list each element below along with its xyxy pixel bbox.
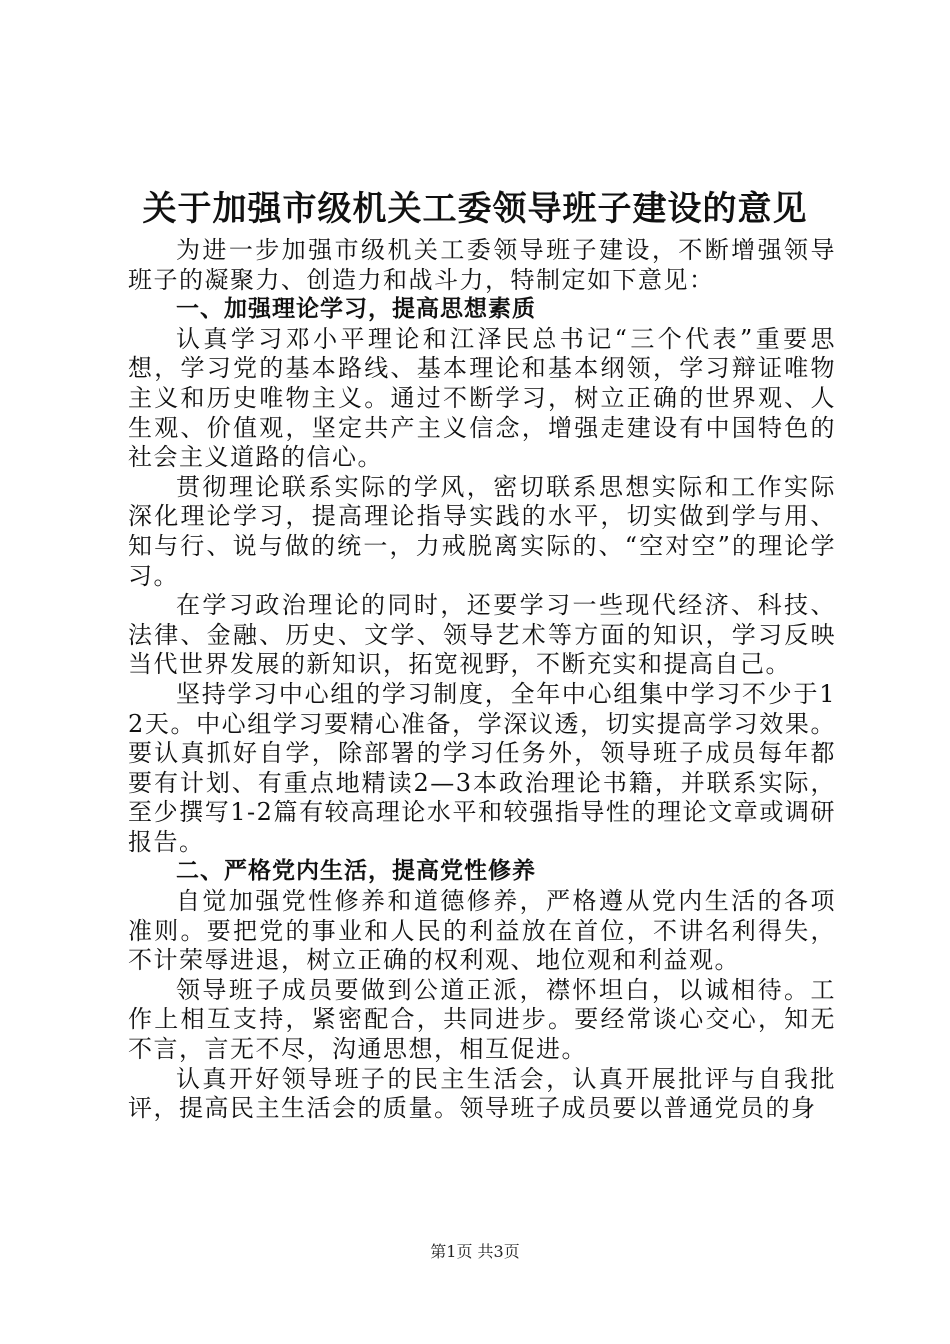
document-body [128,236,836,1124]
section-heading-1: 一、加强理论学习，提高思想素质 [176,296,536,323]
body-paragraph: 自觉加强党性修养和道德修养，严格遵从党内生活的各项准则。要把党的事业和人民的利益放在首位，不讲名利得失，不计荣辱进退，树立正确的权利观、地位观和利益观。 [128,887,836,975]
body-paragraph: 在学习政治理论的同时，还要学习一些现代经济、科技、法律、金融、历史、文学、领导艺术等方面的知识，学习反映当代世界发展的新知识，拓宽视野，不断充实和提高自己。 [128,591,836,679]
body-paragraph: 坚持学习中心组的学习制度，全年中心组集中学习不少于12天。中心组学习要精心准备，学深议透，切实提高学习效果。要认真抓好自学，除部署的学习任务外，领导班子成员每年都要有计划、有重点地精读2—3本政治理论书籍，并联系实际，至少撰写1-2篇有较高理论水平和较强指导性的理论文章或调研报告。 [128,679,836,856]
intro-paragraph: 为进一步加强市级机关工委领导班子建设，不断增强领导班子的凝聚力、创造力和战斗力，特制定如下意见： [128,236,836,294]
document-title: 关于加强市级机关工委领导班子建设的意见 [142,189,808,229]
body-paragraph: 领导班子成员要做到公道正派，襟怀坦白，以诚相待。工作上相互支持，紧密配合，共同进步。要经常谈心交心，知无不言，言无不尽，沟通思想，相互促进。 [128,975,836,1064]
body-paragraph: 贯彻理论联系实际的学风，密切联系思想实际和工作实际深化理论学习，提高理论指导实践的水平，切实做到学与用、知与行、说与做的统一，力戒脱离实际的、“空对空”的理论学习。 [128,472,836,590]
page-number-footer: 第1页 共3页 [430,1242,520,1261]
body-paragraph: 认真学习邓小平理论和江泽民总书记“三个代表”重要思想，学习党的基本路线、基本理论和基本纲领，学习辩证唯物主义和历史唯物主义。通过不断学习，树立正确的世界观、人生观、价值观，坚定共产主义信念，增强走建设有中国特色的社会主义道路的信心。 [128,324,836,472]
body-paragraph: 认真开好领导班子的民主生活会，认真开展批评与自我批评，提高民主生活会的质量。领导班子成员要以普通党员的身 [128,1064,836,1123]
section-heading-2: 二、严格党内生活，提高党性修养 [176,858,536,885]
